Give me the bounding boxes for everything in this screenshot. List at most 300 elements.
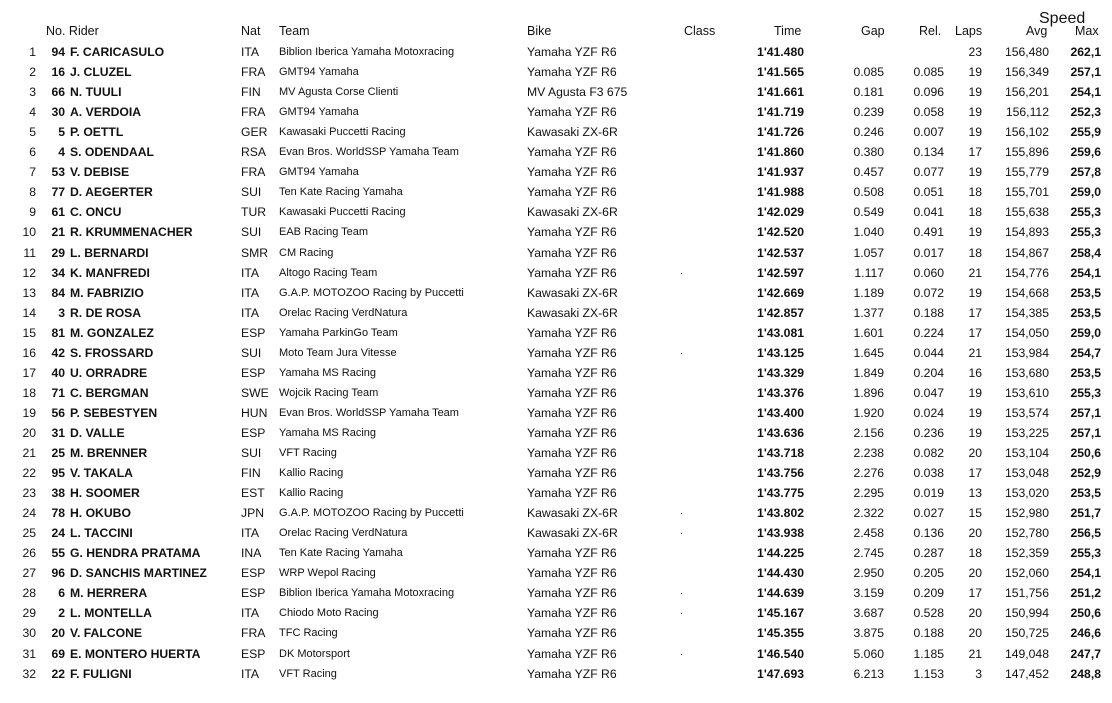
table-row — [0, 222, 1112, 242]
gap-cell: 6.213 — [853, 666, 884, 681]
table-row — [0, 323, 1112, 343]
team-cell: MV Agusta Corse Clienti — [279, 86, 399, 99]
avg-speed-cell: 152,980 — [1004, 506, 1049, 521]
max-speed-cell: 246,6 — [1070, 626, 1101, 641]
laps-cell: 19 — [968, 385, 982, 400]
table-row — [0, 483, 1112, 503]
table-row — [0, 182, 1112, 202]
laps-cell: 20 — [968, 626, 982, 641]
header-nat: Nat — [241, 24, 261, 38]
rider-name-cell: F. FULIGNI — [70, 666, 132, 681]
rider-name-cell: P. SEBESTYEN — [70, 405, 158, 420]
number-cell: 53 — [51, 165, 65, 180]
number-cell: 4 — [58, 145, 65, 160]
bike-cell: Yamaha YZF R6 — [527, 345, 617, 360]
max-speed-cell: 255,3 — [1070, 385, 1101, 400]
time-cell: 1'43.636 — [757, 425, 804, 440]
nationality-cell: RSA — [241, 145, 267, 160]
laps-cell: 18 — [968, 546, 982, 561]
max-speed-cell: 253,5 — [1070, 285, 1101, 300]
rel-gap-cell: 0.024 — [913, 405, 944, 420]
class-cell: · — [680, 648, 683, 659]
gap-cell: 2.295 — [853, 486, 884, 501]
class-cell: · — [680, 608, 683, 619]
bike-cell: Kawasaki ZX-6R — [527, 526, 618, 541]
avg-speed-cell: 153,225 — [1004, 425, 1049, 440]
position-cell: 18 — [22, 385, 36, 400]
rel-gap-cell: 0.027 — [913, 506, 944, 521]
rel-gap-cell: 0.038 — [913, 466, 944, 481]
laps-cell: 17 — [968, 305, 982, 320]
rider-name-cell: V. DEBISE — [70, 165, 130, 180]
avg-speed-cell: 153,610 — [1004, 385, 1049, 400]
header-no-rider: No. Rider — [46, 24, 99, 38]
gap-cell: 0.246 — [853, 125, 884, 140]
nationality-cell: HUN — [241, 405, 268, 420]
time-cell: 1'41.726 — [757, 125, 804, 140]
nationality-cell: FRA — [241, 65, 266, 80]
table-row — [0, 42, 1112, 62]
avg-speed-cell: 152,359 — [1004, 546, 1049, 561]
header-laps: Laps — [955, 24, 983, 38]
rel-gap-cell: 0.072 — [913, 285, 944, 300]
gap-cell: 0.085 — [853, 65, 884, 80]
laps-cell: 19 — [968, 425, 982, 440]
table-row — [0, 343, 1112, 363]
position-cell: 10 — [22, 225, 36, 240]
team-cell: GMT94 Yamaha — [279, 66, 359, 79]
avg-speed-cell: 156,201 — [1004, 85, 1049, 100]
avg-speed-cell: 156,112 — [1005, 105, 1049, 120]
rider-name-cell: R. DE ROSA — [70, 305, 142, 320]
bike-cell: Yamaha YZF R6 — [527, 425, 617, 440]
max-speed-cell: 252,3 — [1070, 105, 1101, 120]
position-cell: 14 — [22, 305, 36, 320]
avg-speed-cell: 155,779 — [1004, 165, 1049, 180]
bike-cell: Yamaha YZF R6 — [527, 365, 617, 380]
number-cell: 40 — [51, 365, 65, 380]
time-cell: 1'43.938 — [757, 526, 804, 541]
team-cell: GMT94 Yamaha — [279, 106, 359, 119]
bike-cell: Yamaha YZF R6 — [527, 446, 617, 460]
max-speed-cell: 257,1 — [1070, 65, 1101, 80]
class-cell: · — [680, 267, 683, 278]
laps-cell: 16 — [968, 365, 982, 380]
laps-cell: 19 — [968, 225, 982, 240]
number-cell: 29 — [51, 245, 65, 260]
bike-cell: Kawasaki ZX-6R — [527, 205, 618, 220]
avg-speed-cell: 150,725 — [1004, 626, 1049, 641]
team-cell: CM Racing — [279, 246, 334, 259]
rel-gap-cell: 0.096 — [913, 85, 944, 100]
time-cell: 1'45.167 — [757, 606, 804, 621]
number-cell: 25 — [51, 446, 65, 460]
rider-name-cell: U. ORRADRE — [70, 365, 148, 380]
rel-gap-cell: 1.185 — [913, 646, 944, 661]
table-row — [0, 423, 1112, 443]
laps-cell: 23 — [968, 45, 982, 59]
max-speed-cell: 247,7 — [1070, 646, 1101, 661]
position-cell: 27 — [22, 566, 36, 581]
nationality-cell: FIN — [241, 466, 261, 481]
gap-cell: 2.458 — [853, 526, 884, 541]
nationality-cell: GER — [241, 125, 268, 140]
team-cell: GMT94 Yamaha — [279, 166, 359, 179]
time-cell: 1'43.329 — [757, 365, 804, 380]
rel-gap-cell: 0.047 — [913, 385, 944, 400]
position-cell: 31 — [22, 646, 36, 661]
avg-speed-cell: 149,048 — [1004, 646, 1049, 661]
avg-speed-cell: 156,102 — [1004, 125, 1049, 140]
rel-gap-cell: 0.136 — [913, 526, 944, 541]
nationality-cell: SUI — [241, 345, 262, 360]
team-cell: Kawasaki Puccetti Racing — [279, 126, 406, 139]
position-cell: 28 — [22, 586, 36, 601]
number-cell: 77 — [51, 185, 65, 200]
time-cell: 1'43.718 — [757, 446, 804, 460]
gap-cell: 0.181 — [853, 85, 884, 100]
laps-cell: 13 — [968, 486, 982, 501]
nationality-cell: FRA — [241, 626, 266, 641]
team-cell: VFT Racing — [279, 667, 337, 680]
team-cell: Orelac Racing VerdNatura — [279, 527, 408, 540]
nationality-cell: JPN — [241, 506, 265, 521]
time-cell: 1'42.857 — [757, 305, 804, 320]
laps-cell: 19 — [968, 165, 982, 180]
class-cell: · — [680, 508, 683, 519]
max-speed-cell: 248,8 — [1070, 666, 1101, 681]
nationality-cell: ITA — [241, 526, 260, 541]
team-cell: Orelac Racing VerdNatura — [279, 306, 408, 319]
header-max: Max — [1075, 24, 1099, 38]
laps-cell: 20 — [968, 526, 982, 541]
number-cell: 55 — [51, 546, 65, 561]
bike-cell: Yamaha YZF R6 — [527, 45, 617, 59]
laps-cell: 17 — [968, 466, 982, 481]
time-cell: 1'43.125 — [757, 345, 804, 360]
header-time: Time — [774, 24, 802, 38]
nationality-cell: ESP — [241, 365, 266, 380]
bike-cell: Yamaha YZF R6 — [527, 245, 617, 260]
rel-gap-cell: 0.051 — [913, 185, 944, 200]
number-cell: 61 — [51, 205, 65, 220]
avg-speed-cell: 153,574 — [1004, 405, 1049, 420]
laps-cell: 20 — [968, 566, 982, 581]
bike-cell: Kawasaki ZX-6R — [527, 506, 618, 521]
max-speed-cell: 259,0 — [1070, 325, 1101, 340]
avg-speed-cell: 151,756 — [1004, 586, 1049, 601]
max-speed-cell: 253,5 — [1070, 365, 1101, 380]
table-row — [0, 664, 1112, 684]
gap-cell: 0.380 — [853, 145, 884, 160]
header-avg: Avg — [1026, 24, 1048, 38]
max-speed-cell: 262,1 — [1070, 45, 1101, 59]
header-bike: Bike — [527, 24, 552, 38]
gap-cell: 0.239 — [853, 105, 884, 120]
position-cell: 6 — [29, 145, 36, 160]
rel-gap-cell: 0.209 — [913, 586, 944, 601]
bike-cell: Yamaha YZF R6 — [527, 145, 617, 160]
nationality-cell: ITA — [241, 285, 260, 300]
table-row — [0, 283, 1112, 303]
position-cell: 16 — [22, 345, 36, 360]
number-cell: 84 — [51, 285, 65, 300]
time-cell: 1'43.756 — [757, 466, 804, 481]
gap-cell: 1.849 — [853, 365, 884, 380]
max-speed-cell: 256,5 — [1070, 526, 1101, 541]
table-row — [0, 563, 1112, 583]
nationality-cell: FRA — [241, 105, 266, 120]
table-row — [0, 162, 1112, 182]
gap-cell: 5.060 — [853, 646, 884, 661]
max-speed-cell: 255,3 — [1070, 225, 1101, 240]
header-class: Class — [684, 24, 716, 38]
nationality-cell: ESP — [241, 325, 266, 340]
nationality-cell: ESP — [241, 586, 266, 601]
position-cell: 22 — [22, 466, 36, 481]
bike-cell: Yamaha YZF R6 — [527, 105, 617, 120]
bike-cell: Yamaha YZF R6 — [527, 566, 617, 581]
max-speed-cell: 258,4 — [1070, 245, 1101, 260]
avg-speed-cell: 154,668 — [1004, 285, 1049, 300]
rider-name-cell: M. BRENNER — [70, 446, 148, 460]
table-row — [0, 603, 1112, 623]
avg-speed-cell: 153,104 — [1004, 446, 1049, 460]
nationality-cell: SUI — [241, 185, 262, 200]
laps-cell: 21 — [968, 646, 982, 661]
laps-cell: 19 — [968, 65, 982, 80]
team-cell: Yamaha ParkinGo Team — [279, 326, 398, 339]
position-cell: 23 — [22, 486, 36, 501]
gap-cell: 1.920 — [853, 405, 884, 420]
team-cell: Yamaha MS Racing — [279, 366, 377, 379]
table-row — [0, 523, 1112, 543]
position-cell: 25 — [22, 526, 36, 541]
avg-speed-cell: 147,452 — [1004, 666, 1049, 681]
number-cell: 56 — [51, 405, 65, 420]
bike-cell: Yamaha YZF R6 — [527, 225, 617, 240]
rider-name-cell: S. FROSSARD — [70, 345, 154, 360]
table-row — [0, 82, 1112, 102]
position-cell: 24 — [22, 506, 36, 521]
rel-gap-cell: 0.007 — [913, 125, 944, 140]
number-cell: 24 — [51, 526, 65, 541]
nationality-cell: ITA — [241, 45, 260, 59]
laps-cell: 19 — [968, 405, 982, 420]
gap-cell: 1.040 — [853, 225, 884, 240]
gap-cell: 2.238 — [853, 446, 884, 460]
gap-cell: 2.322 — [853, 506, 884, 521]
number-cell: 66 — [51, 85, 65, 100]
laps-cell: 19 — [968, 105, 982, 120]
time-cell: 1'44.430 — [757, 566, 804, 581]
team-cell: WRP Wepol Racing — [279, 567, 376, 580]
bike-cell: Yamaha YZF R6 — [527, 405, 617, 420]
rider-name-cell: A. VERDOIA — [70, 105, 142, 120]
rel-gap-cell: 0.204 — [913, 365, 944, 380]
gap-cell: 0.457 — [853, 165, 884, 180]
rider-name-cell: C. BERGMAN — [70, 385, 149, 400]
position-cell: 3 — [29, 85, 36, 100]
time-cell: 1'42.029 — [757, 205, 804, 220]
team-cell: Evan Bros. WorldSSP Yamaha Team — [279, 146, 459, 159]
rel-gap-cell: 0.491 — [913, 225, 944, 240]
rider-name-cell: M. HERRERA — [70, 586, 148, 601]
nationality-cell: FRA — [241, 165, 266, 180]
rel-gap-cell: 0.058 — [913, 105, 944, 120]
gap-cell: 1.117 — [854, 265, 884, 280]
gap-cell: 1.601 — [853, 325, 884, 340]
number-cell: 34 — [51, 265, 65, 280]
bike-cell: Yamaha YZF R6 — [527, 265, 617, 280]
time-cell: 1'46.540 — [757, 646, 804, 661]
position-cell: 26 — [22, 546, 36, 561]
header-rel: Rel. — [919, 24, 942, 38]
time-cell: 1'41.860 — [757, 145, 804, 160]
number-cell: 78 — [51, 506, 65, 521]
rider-name-cell: D. AEGERTER — [70, 185, 153, 200]
position-cell: 5 — [29, 125, 36, 140]
avg-speed-cell: 155,638 — [1004, 205, 1049, 220]
table-row — [0, 363, 1112, 383]
laps-cell: 20 — [968, 446, 982, 460]
team-cell: Ten Kate Racing Yamaha — [279, 186, 403, 199]
laps-cell: 17 — [968, 586, 982, 601]
laps-cell: 17 — [968, 325, 982, 340]
nationality-cell: FIN — [241, 85, 261, 100]
team-cell: DK Motorsport — [279, 647, 350, 660]
max-speed-cell: 254,1 — [1070, 265, 1101, 280]
position-cell: 13 — [22, 285, 36, 300]
gap-cell: 1.057 — [853, 245, 884, 260]
position-cell: 29 — [22, 606, 36, 621]
rel-gap-cell: 0.044 — [913, 345, 944, 360]
rider-name-cell: K. MANFREDI — [70, 265, 150, 280]
rel-gap-cell: 0.287 — [913, 546, 944, 561]
number-cell: 94 — [51, 45, 65, 59]
rider-name-cell: M. GONZALEZ — [70, 325, 154, 340]
time-cell: 1'43.376 — [757, 385, 804, 400]
position-cell: 19 — [22, 405, 36, 420]
rel-gap-cell: 0.188 — [913, 305, 944, 320]
number-cell: 6 — [58, 586, 65, 601]
position-cell: 20 — [22, 425, 36, 440]
table-row — [0, 142, 1112, 162]
table-row — [0, 263, 1112, 283]
nationality-cell: SUI — [241, 446, 262, 460]
laps-cell: 19 — [968, 285, 982, 300]
table-row — [0, 243, 1112, 263]
number-cell: 21 — [51, 225, 65, 240]
bike-cell: Yamaha YZF R6 — [527, 486, 617, 501]
nationality-cell: ITA — [241, 606, 260, 621]
avg-speed-cell: 155,896 — [1004, 145, 1049, 160]
rel-gap-cell: 0.205 — [913, 566, 944, 581]
rel-gap-cell: 0.077 — [913, 165, 944, 180]
time-cell: 1'41.988 — [757, 185, 804, 200]
number-cell: 69 — [51, 646, 65, 661]
bike-cell: Yamaha YZF R6 — [527, 466, 617, 481]
max-speed-cell: 259,6 — [1070, 145, 1101, 160]
rel-gap-cell: 0.236 — [913, 425, 944, 440]
rider-name-cell: H. OKUBO — [70, 506, 131, 521]
team-cell: Altogo Racing Team — [279, 266, 378, 279]
rel-gap-cell: 0.134 — [913, 145, 944, 160]
table-row — [0, 623, 1112, 643]
number-cell: 38 — [51, 486, 65, 501]
position-cell: 8 — [29, 185, 36, 200]
gap-cell: 1.189 — [853, 285, 884, 300]
laps-cell: 18 — [968, 185, 982, 200]
team-cell: TFC Racing — [279, 627, 338, 640]
table-row — [0, 122, 1112, 142]
table-row — [0, 503, 1112, 523]
position-cell: 17 — [22, 365, 36, 380]
laps-cell: 3 — [975, 666, 982, 681]
time-cell: 1'47.693 — [757, 666, 804, 681]
position-cell: 32 — [22, 666, 36, 681]
avg-speed-cell: 156,480 — [1004, 45, 1049, 59]
avg-speed-cell: 154,050 — [1004, 325, 1049, 340]
gap-cell: 1.377 — [853, 305, 884, 320]
number-cell: 95 — [51, 466, 65, 481]
nationality-cell: ESP — [241, 566, 266, 581]
team-cell: Ten Kate Racing Yamaha — [279, 547, 403, 560]
team-cell: Kallio Racing — [279, 467, 344, 480]
laps-cell: 18 — [968, 205, 982, 220]
time-cell: 1'43.775 — [757, 486, 804, 501]
rider-name-cell: F. CARICASULO — [70, 45, 165, 59]
number-cell: 22 — [51, 666, 65, 681]
rider-name-cell: V. FALCONE — [70, 626, 143, 641]
laps-cell: 21 — [968, 345, 982, 360]
rider-name-cell: D. VALLE — [70, 425, 125, 440]
gap-cell: 3.159 — [853, 586, 884, 601]
laps-cell: 18 — [968, 245, 982, 260]
rider-name-cell: L. TACCINI — [70, 526, 133, 541]
max-speed-cell: 250,6 — [1070, 606, 1101, 621]
position-cell: 12 — [22, 265, 36, 280]
table-row — [0, 102, 1112, 122]
laps-cell: 21 — [968, 265, 982, 280]
rider-name-cell: P. OETTL — [70, 125, 124, 140]
header-speed: Speed — [1039, 10, 1086, 27]
time-cell: 1'41.937 — [757, 165, 804, 180]
nationality-cell: INA — [241, 546, 262, 561]
max-speed-cell: 254,1 — [1070, 566, 1101, 581]
max-speed-cell: 253,5 — [1070, 305, 1101, 320]
time-cell: 1'42.669 — [757, 285, 804, 300]
avg-speed-cell: 153,680 — [1004, 365, 1049, 380]
number-cell: 2 — [58, 606, 65, 621]
team-cell: Wojcik Racing Team — [279, 386, 379, 399]
table-row — [0, 202, 1112, 222]
rider-name-cell: M. FABRIZIO — [70, 285, 144, 300]
number-cell: 5 — [58, 125, 65, 140]
rider-name-cell: C. ONCU — [70, 205, 122, 220]
number-cell: 16 — [51, 65, 65, 80]
avg-speed-cell: 150,994 — [1004, 606, 1049, 621]
max-speed-cell: 255,9 — [1070, 125, 1101, 140]
team-cell: Biblion Iberica Yamaha Motoxracing — [279, 587, 455, 600]
rider-name-cell: E. MONTERO HUERTA — [70, 646, 201, 661]
position-cell: 21 — [22, 446, 36, 460]
rider-name-cell: V. TAKALA — [70, 466, 133, 481]
rel-gap-cell: 0.085 — [913, 65, 944, 80]
rel-gap-cell: 0.082 — [913, 446, 944, 460]
time-cell: 1'42.537 — [757, 245, 804, 260]
laps-cell: 20 — [968, 606, 982, 621]
